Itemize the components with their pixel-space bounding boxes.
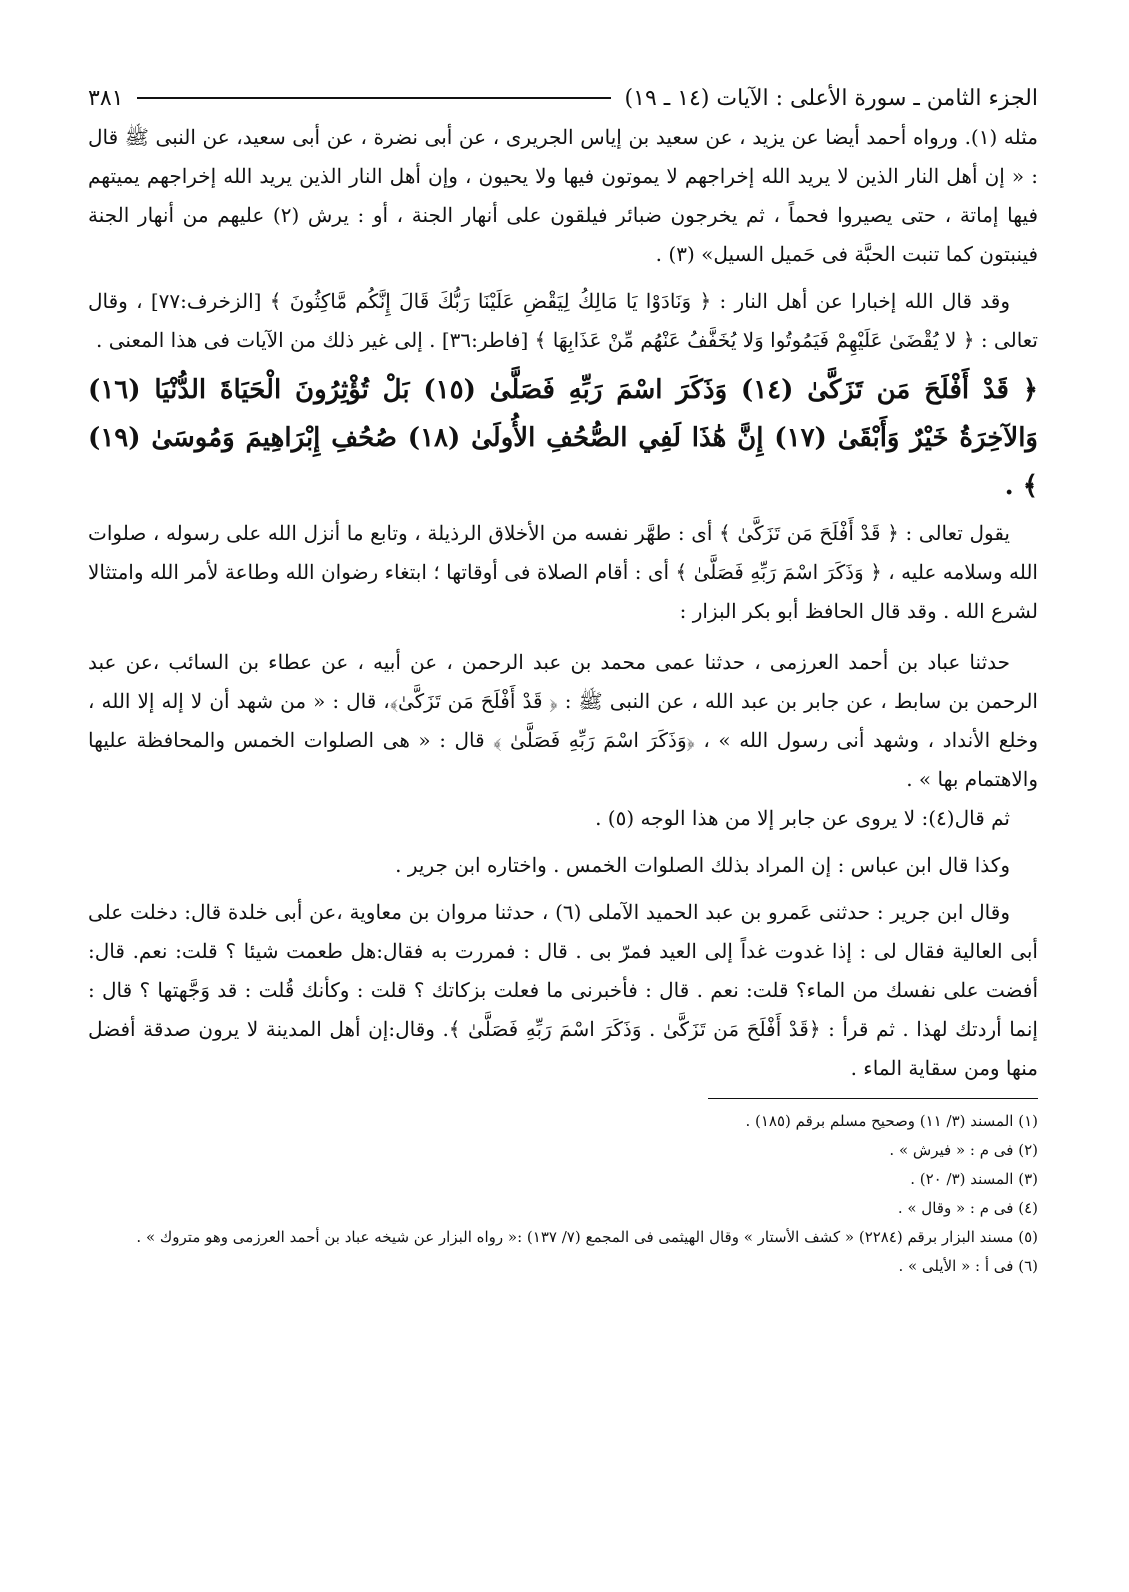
- footnotes: [88, 1107, 1038, 1281]
- footnote-rule: [708, 1098, 1038, 1099]
- paragraph-7: وقال ابن جرير : حدثنى عَمرو بن عبد الحميد الآملى (٦) ، حدثنا مروان بن معاوية ،عن أبى خلدة قال: دخلت على أبى العالية فقال لى : إذا غدوت غداً إلى العيد فمرّ بى . قال : فمررت به فقال:هل طعمت شيئا ؟ قلت: نعم. قال: أفضت على نفسك من الماء؟ قلت: نعم . قال : فأخبرنى ما فعلت بزكاتك ؟ قلت : وكأنك قُلت : قد وَجَّهتها ؟ قال : إنما أردتك لهذا . ثم قرأ : ﴿قَدْ أَفْلَحَ مَن تَزَكَّىٰ . وَذَكَرَ اسْمَ رَبِّهِ فَصَلَّىٰ ﴾. وقال:إن أهل المدينة لا يرون صدقة أفضل منها ومن سقاية الماء .: [88, 900, 1038, 1080]
- footnote-3: (٣) المسند (٣/ ٢٠) .: [910, 1170, 1038, 1188]
- paragraph-3: يقول تعالى : ﴿ قَدْ أَفْلَحَ مَن تَزَكَّىٰ ﴾ أى : طهَّر نفسه من الأخلاق الرذيلة ، وتابع ما أنزل الله على رسوله ، صلوات الله وسلامه عليه ، ﴿ وَذَكَرَ اسْمَ رَبِّهِ فَصَلَّىٰ ﴾ أى : أقام الصلاة فى أوقاتها ؛ ابتغاء رضوان الله وطاعة لأمر الله وامتثالا لشرع الله . وقد قال الحافظ أبو بكر البزار :: [88, 521, 1038, 623]
- page-number: ٣٨١: [88, 85, 124, 111]
- paragraph-5: ثم قال(٤): لا يروى عن جابر إلا من هذا الوجه (٥) .: [595, 806, 1010, 830]
- book-page: [88, 78, 1038, 1558]
- paragraph-6: وكذا قال ابن عباس : إن المراد بذلك الصلوات الخمس . واختاره ابن جرير .: [395, 853, 1010, 877]
- running-header: [88, 78, 1038, 118]
- paragraph-2: وقد قال الله إخبارا عن أهل النار : ﴿ وَنَادَوْا يَا مَالِكُ لِيَقْضِ عَلَيْنَا رَبُّكَ قَالَ إِنَّكُم مَّاكِثُونَ ﴾ [الزخرف:٧٧] ، وقال تعالى : ﴿ لا يُقْضَىٰ عَلَيْهِمْ فَيَمُوتُوا وَلا يُخَفَّفُ عَنْهُم مِّنْ عَذَابِهَا ﴾ [فاطر:٣٦] . إلى غير ذلك من الآيات فى هذا المعنى .: [88, 289, 1038, 352]
- paragraph-1: مثله (١). ورواه أحمد أيضا عن يزيد ، عن سعيد بن إياس الجريرى ، عن أبى نضرة ، عن أبى سعيد، عن النبى ﷺ قال : « إن أهل النار الذين لا يريد الله إخراجهم لا يموتون فيها ولا يحيون ، وإن أهل النار الذين يريد الله إخراجهم يميتهم فيها إماتة ، حتى يصيروا فحماً ، ثم يخرجون ضبائر فيلقون على أنهار الجنة ، أو : يرش (٢) عليهم من أنهار الجنة فينبتون كما تنبت الحبَّة فى حَميل السيل» (٣) .: [88, 125, 1039, 266]
- footnote-5: (٥) مسند البزار برقم (٢٢٨٤) « كشف الأستار » وقال الهيثمى فى المجمع (٧/ ١٣٧) :« رواه البزار عن شيخه عباد بن أحمد العرزمى وهو متروك » .: [136, 1228, 1038, 1246]
- quran-verses: ﴿ قَدْ أَفْلَحَ مَن تَزَكَّىٰ (١٤) وَذَكَرَ اسْمَ رَبِّهِ فَصَلَّىٰ (١٥) بَلْ تُؤْثِرُونَ الْحَيَاةَ الدُّنْيَا (١٦) وَالآخِرَةُ خَيْرٌ وَأَبْقَىٰ (١٧) إِنَّ هَٰذَا لَفِي الصُّحُفِ الأُولَىٰ (١٨) صُحُفِ إِبْرَاهِيمَ وَمُوسَىٰ (١٩) ﴾ .: [88, 375, 1038, 501]
- header-rule: [137, 97, 610, 99]
- paragraph-4: حدثنا عباد بن أحمد العرزمى ، حدثنا عمى محمد بن عبد الرحمن ، عن أبيه ، عن عطاء بن السائب ،عن عبد الرحمن بن سابط ، عن جابر بن عبد الله ، عن النبى ﷺ : ﴿ قَدْ أَفْلَحَ مَن تَزَكَّىٰ﴾، قال : « من شهد أن لا إله إلا الله ، وخلع الأنداد ، وشهد أنى رسول الله » ، ﴿وَذَكَرَ اسْمَ رَبِّهِ فَصَلَّىٰ ﴾ قال : « هى الصلوات الخمس والمحافظة عليها والاهتمام بها » .: [88, 650, 1038, 791]
- running-title: الجزء الثامن ـ سورة الأعلى : الآيات (١٤ ـ ١٩): [624, 85, 1038, 111]
- footnote-4: (٤) فى م : « وقال » .: [897, 1199, 1038, 1217]
- footnote-2: (٢) فى م : « فيرش » .: [889, 1141, 1038, 1159]
- footnote-1: (١) المسند (٣/ ١١) وصحيح مسلم برقم (١٨٥) .: [745, 1112, 1038, 1130]
- footnote-6: (٦) فى أ : « الأيلى » .: [898, 1257, 1038, 1275]
